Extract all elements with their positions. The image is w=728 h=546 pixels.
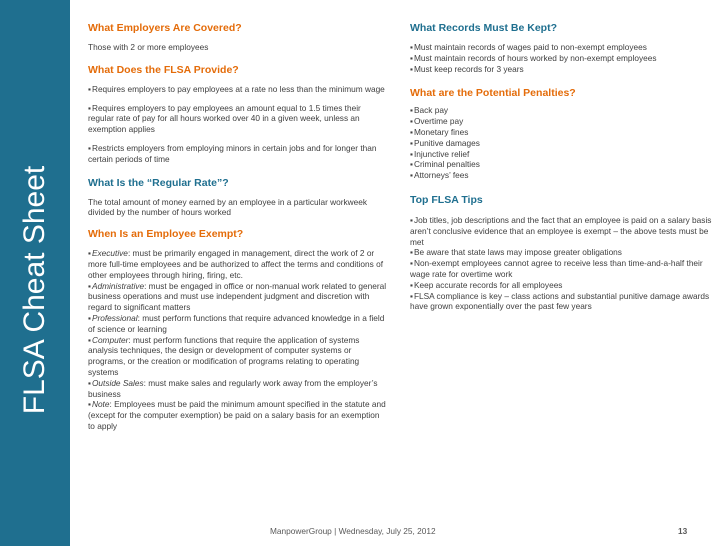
footer-text: ManpowerGroup | Wednesday, July 25, 2012: [270, 526, 436, 536]
exempt-text: : Employees must be paid the minimum amount specified in the statute and (except for the computer exemption) be paid on a salary basis for an exemption to apply: [88, 399, 386, 431]
exempt-label: Outside Sales: [91, 377, 144, 388]
provide-item: ▪ Requires employers to pay employees an amount equal to 1.5 times their regular rate of pay for all hours worked over 40 in a given week, unless an exemption applies: [88, 103, 388, 135]
employers-heading: What Employers Are Covered?: [88, 22, 242, 34]
tips-item: ▪ FLSA compliance is key – class actions and substantial punitive damage awards have grown exponentially over the past few years: [410, 291, 715, 313]
exempt-text: : must make sales and regularly work away from the employer’s business: [88, 377, 378, 399]
penalties-item: ▪ Injunctive relief: [410, 149, 715, 160]
records-item: ▪ Must keep records for 3 years: [410, 64, 715, 75]
tips-list: [410, 215, 715, 312]
penalties-item: ▪ Monetary fines: [410, 127, 715, 138]
right-column: [410, 22, 715, 312]
exempt-text: : must be primarily engaged in management, direct the work of 2 or more full-time employees and be authorized to affect the terms and conditions of other employees through hiring, firing, etc.: [88, 248, 384, 280]
exempt-label: Computer: [91, 334, 129, 345]
exempt-heading: When Is an Employee Exempt?: [88, 228, 244, 241]
penalties-item: ▪ Overtime pay: [410, 116, 715, 127]
exempt-label: Professional: [91, 312, 138, 323]
provide-item: ▪ Requires employers to pay employees at a rate no less than the minimum wage: [88, 84, 388, 95]
regular-rate-text: The total amount of money earned by an employee in a particular workweek divided by the number of hours worked: [88, 196, 368, 218]
exempt-text: : must be engaged in office or non-manual work related to general business operations and must use independent judgment and discretion with regard to significant matters: [88, 280, 387, 313]
exempt-item: [88, 281, 388, 313]
records-list: [410, 42, 715, 74]
penalties-list: [410, 105, 715, 181]
exempt-item: [88, 313, 388, 335]
tips-item: ▪ Be aware that state laws may impose greater obligations: [410, 247, 715, 258]
exempt-item: [88, 335, 388, 378]
provide-item: ▪ Restricts employers from employing minors in certain jobs and for longer than certain periods of time: [88, 143, 388, 165]
employers-text: Those with 2 or more employees: [88, 42, 209, 52]
exempt-label: Administrative: [91, 280, 145, 291]
records-item: ▪ Must maintain records of hours worked by non-exempt employees: [410, 53, 715, 64]
exempt-label: Note: [91, 399, 110, 410]
page-title: FLSA Cheat Sheet: [18, 165, 51, 415]
exempt-label: Executive: [91, 248, 128, 259]
exempt-item: [88, 399, 388, 431]
exempt-list: [88, 248, 388, 432]
provide-heading: What Does the FLSA Provide?: [88, 63, 239, 76]
tips-item: ▪ Keep accurate records for all employees: [410, 280, 715, 291]
exempt-item: [88, 248, 388, 280]
regular-rate-heading: What Is the “Regular Rate”?: [88, 176, 229, 189]
tips-heading: Top FLSA Tips: [410, 193, 483, 206]
exempt-text: : must perform functions that require the application of systems analysis techniques, the design or development of computer systems or programs, or the creation or modification of programs relating to operating systems: [88, 334, 360, 377]
penalties-heading: What are the Potential Penalties?: [410, 87, 576, 100]
penalties-item: ▪ Criminal penalties: [410, 159, 715, 170]
exempt-item: [88, 378, 388, 400]
penalties-item: ▪ Back pay: [410, 105, 715, 116]
sidebar-band: [0, 0, 70, 546]
records-item: ▪ Must maintain records of wages paid to non-exempt employees: [410, 42, 715, 53]
page-number: 13: [678, 526, 688, 536]
provide-list: [88, 84, 388, 165]
penalties-item: ▪ Attorneys’ fees: [410, 170, 715, 181]
left-column: [88, 22, 388, 432]
penalties-item: ▪ Punitive damages: [410, 138, 715, 149]
records-heading: What Records Must Be Kept?: [410, 22, 558, 34]
tips-item: ▪ Job titles, job descriptions and the fact that an employee is paid on a salary basis aren’t conclusive evidence that an employee is exempt – the above tests must be met: [410, 215, 715, 247]
exempt-text: : must perform functions that require advanced knowledge in a field of science or learning: [88, 312, 385, 334]
tips-item: ▪ Non-exempt employees cannot agree to receive less than time-and-a-half their wage rate for overtime work: [410, 258, 715, 280]
